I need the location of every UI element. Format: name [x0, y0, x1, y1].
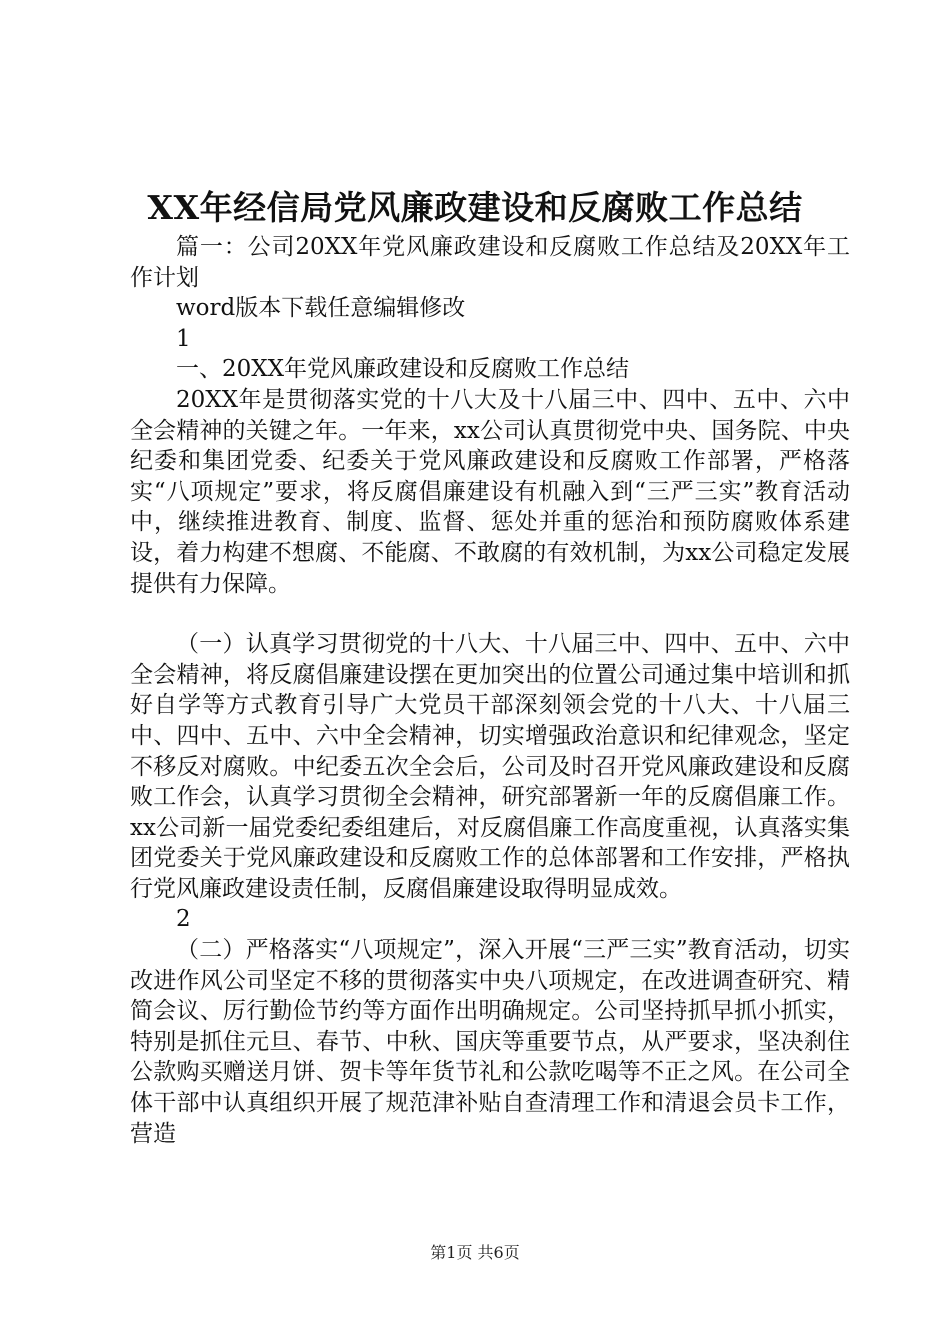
paragraph-subtitle: 篇一：公司20XX年党风廉政建设和反腐败工作总结及20XX年工作计划 — [130, 234, 850, 291]
paragraph-section-heading: 一、20XX年党风廉政建设和反腐败工作总结 — [176, 356, 630, 383]
page-footer: 第1页 共6页 — [430, 1243, 520, 1262]
paragraph-page-marker-2: 2 — [176, 906, 191, 933]
paragraph-item-1: （一）认真学习贯彻党的十八大、十八届三中、四中、五中、六中全会精神，将反腐倡廉建设摆在更加突出的位置公司通过集中培训和抓好自学等方式教育引导广大党员干部深刻领会党的十八大、十八届三中、四中、五中、六中全会精神，切实增强政治意识和纪律观念，坚定不移反对腐败。中纪委五次全会后，公司及时召开党风廉政建设和反腐败工作会，认真学习贯彻全会精神，研究部署新一年的反腐倡廉工作。xx公司新一届党委纪委组建后，对反腐倡廉工作高度重视，认真落实集团党委关于党风廉政建设和反腐败工作的总体部署和工作安排，严格执行党风廉政建设责任制，反腐倡廉建设取得明显成效。 — [130, 631, 850, 902]
paragraph-intro: 20XX年是贯彻落实党的十八大及十八届三中、四中、五中、六中全会精神的关键之年。一年来，xx公司认真贯彻党中央、国务院、中央纪委和集团党委、纪委关于党风廉政建设和反腐败工作部署，严格落实“八项规定”要求，将反腐倡廉建设有机融入到“三严三实”教育活动中，继续推进教育、制度、监督、惩处并重的惩治和预防腐败体系建设，着力构建不想腐、不能腐、不敢腐的有效机制，为xx公司稳定发展提供有力保障。 — [130, 386, 850, 597]
document-body — [130, 232, 850, 1149]
paragraph-page-marker-1: 1 — [176, 325, 191, 352]
paragraph-word-note: word版本下载任意编辑修改 — [176, 295, 466, 322]
document-title: XX年经信局党风廉政建设和反腐败工作总结 — [147, 188, 803, 227]
paragraph-item-2: （二）严格落实“八项规定”，深入开展“三严三实”教育活动，切实改进作风公司坚定不移的贯彻落实中央八项规定，在改进调查研究、精简会议、厉行勤俭节约等方面作出明确规定。公司坚持抓早抓小抓实，特别是抓住元旦、春节、中秋、国庆等重要节点，从严要求，坚决刹住公款购买赠送月饼、贺卡等年货节礼和公款吃喝等不正之风。在公司全体干部中认真组织开展了规范津补贴自查清理工作和清退会员卡工作，营造 — [130, 937, 850, 1147]
